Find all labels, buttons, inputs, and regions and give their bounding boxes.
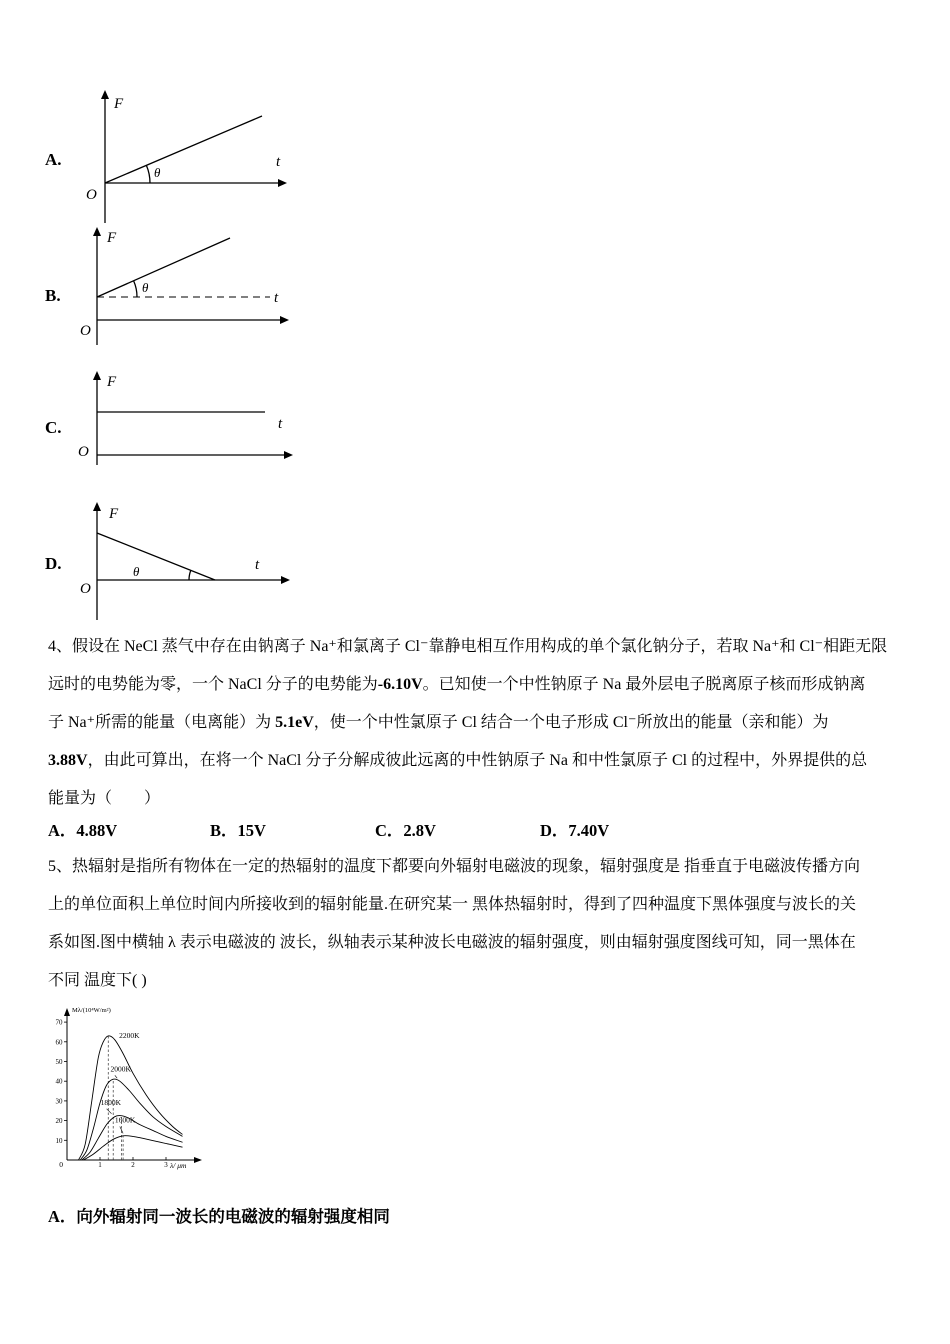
q5-line-2: 上的单位面积上单位时间内所接收到的辐射能量.在研究某一 黑体热辐射时，得到了四种温度下黑体强度与波长的关 [48, 896, 857, 913]
theta-label: θ [133, 564, 140, 579]
q5-line-3: 系如图.图中横轴 λ 表示电磁波的 波长，纵轴表示某种波长电磁波的辐射强度，则由辐射强度图线可知，同一黑体在 [48, 934, 856, 951]
q4-option-a: A．4.88V [48, 821, 118, 840]
origin-label: O [86, 187, 97, 203]
angle-arc [146, 165, 150, 183]
f-axis-arrow [93, 227, 101, 236]
label-leader-2000K [115, 1075, 117, 1078]
question-5-text [48, 848, 916, 1000]
angle-arc [189, 570, 191, 580]
f-axis-label: F [114, 96, 124, 112]
force-line [97, 533, 215, 580]
chart-y-axis-arrow [64, 1008, 70, 1016]
y-tick-label: 50 [55, 1058, 63, 1066]
y-tick-label: 70 [55, 1018, 63, 1027]
graph-option-letter-d: D. [45, 554, 62, 573]
graph-option-letter-c: C. [45, 418, 62, 437]
curve-label-2200K: 2200K [119, 1030, 140, 1040]
angle-arc [134, 281, 137, 297]
f-axis-arrow [101, 90, 109, 99]
f-axis-label: F [107, 374, 117, 390]
f-axis-arrow [93, 371, 101, 380]
theta-label: θ [154, 165, 161, 180]
q5-option-a: A．向外辐射同一波长的电磁波的辐射强度相同 [48, 1207, 390, 1226]
t-axis-label: t [278, 416, 283, 432]
t-axis-label: t [274, 290, 279, 306]
q4-options-row [48, 812, 918, 850]
graph-option-letter-b: B. [45, 286, 61, 305]
t-axis-label: t [255, 557, 260, 573]
q4-option-b: B．15V [210, 821, 266, 840]
chart-x-axis-label: λ/ μm [170, 1161, 187, 1170]
curve-label-1800K: 1800K [100, 1097, 122, 1107]
q4-line-3: 子 Na⁺所需的能量（电离能）为 5.1eV，使一个中性氯原子 Cl 结合一个电子形成 Cl⁻所放出的能量（亲和能）为 [48, 714, 829, 731]
force-line [97, 238, 230, 297]
chart-origin-label: 0 [59, 1160, 63, 1169]
q4-line-4: 3.88V，由此可算出，在将一个 NaCl 分子分解成彼此远离的中性钠原子 Na 和中性氯原子 Cl 的过程中，外界提供的总 [48, 752, 868, 769]
graph-option-a [70, 85, 310, 230]
t-axis-arrow [278, 179, 287, 187]
blackbody-chart-svg [48, 1002, 258, 1182]
curve-1600K [84, 1136, 183, 1160]
graph-option-c [70, 366, 310, 471]
x-tick-label: 3 [164, 1161, 168, 1169]
theta-label: θ [142, 280, 149, 295]
f-axis-label: F [107, 230, 117, 246]
q4-line-5: 能量为（ ） [48, 790, 161, 807]
t-axis-arrow [281, 576, 290, 584]
y-tick-label: 60 [55, 1038, 63, 1047]
force-line [105, 116, 262, 183]
q4-line-2: 远时的电势能为零，一个 NaCl 分子的电势能为-6.10V。已知使一个中性钠原子 Na 最外层电子脱离原子核而形成钠离 [48, 676, 866, 693]
x-tick-label: 1 [98, 1161, 102, 1169]
chart-x-axis-arrow [194, 1157, 202, 1163]
f-axis-label: F [109, 506, 119, 522]
y-tick-label: 10 [55, 1136, 63, 1145]
label-leader-1800K [107, 1109, 112, 1114]
q5-line-4: 不同 温度下( ) [48, 972, 147, 989]
y-tick-label: 30 [55, 1097, 63, 1106]
y-tick-label: 40 [55, 1077, 63, 1086]
q4-option-c: C．2.8V [375, 821, 436, 840]
origin-label: O [80, 323, 91, 339]
q5-line-1: 5、热辐射是指所有物体在一定的热辐射的温度下都要向外辐射电磁波的现象，辐射强度是 指垂直于电磁波传播方向 [48, 858, 861, 875]
graph-option-d [70, 497, 310, 627]
x-tick-label: 2 [131, 1161, 135, 1169]
t-axis-label: t [276, 154, 281, 170]
curve-2200K [79, 1036, 183, 1160]
t-axis-arrow [280, 316, 289, 324]
curve-label-1600K: 1600K [114, 1115, 136, 1125]
f-axis-arrow [93, 502, 101, 511]
origin-label: O [78, 444, 89, 460]
origin-label: O [80, 581, 91, 597]
chart-y-axis-label: Mλ/(10⁴W/m²) [72, 1007, 111, 1014]
t-axis-arrow [284, 451, 293, 459]
y-tick-label: 20 [55, 1117, 63, 1126]
blackbody-radiation-chart [48, 1002, 258, 1187]
q4-option-d: D．7.40V [540, 821, 610, 840]
graph-option-b [70, 222, 310, 352]
curve-label-2000K: 2000K [110, 1064, 131, 1074]
question-4-text [48, 628, 916, 818]
q4-line-1: 4、假设在 NeCl 蒸气中存在由钠离子 Na⁺和氯离子 Cl⁻靠静电相互作用构成的单个氯化钠分子，若取 Na⁺和 Cl⁻相距无限 [48, 638, 888, 655]
graph-option-letter-a: A. [45, 150, 62, 169]
